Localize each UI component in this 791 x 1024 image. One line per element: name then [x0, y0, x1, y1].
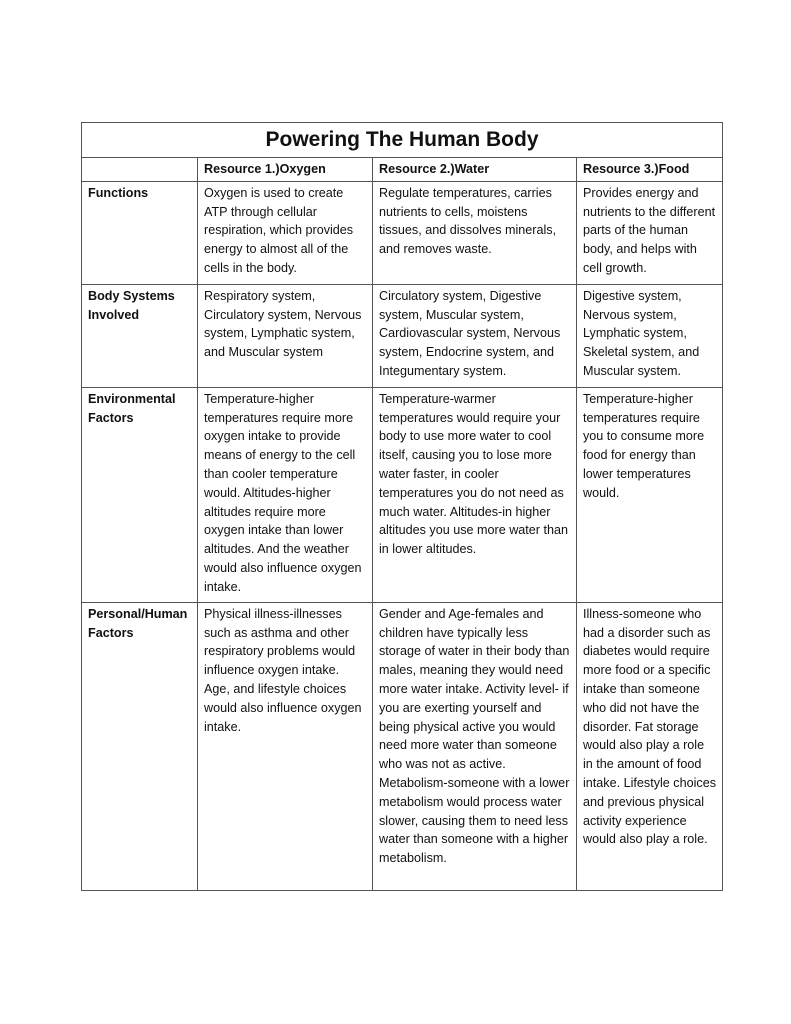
cell-water: Temperature-warmer temperatures would require your body to use more water to cool itself, causing you to lose more water faster, in cooler temperatures you do not need as much water. Altitudes-in higher altitudes you use more water than in lower altitudes. [373, 387, 577, 602]
cell-food: Provides energy and nutrients to the different parts of the human body, and helps with cell growth. [577, 181, 723, 284]
cell-oxygen: Temperature-higher temperatures require more oxygen intake to provide means of energy to the cell than cooler temperature would. Altitudes-higher altitudes require more oxygen intake than lower altitudes. And the weather would also influence oxygen intake. [198, 387, 373, 602]
row-label: Functions [82, 181, 198, 284]
row-label: Personal/Human Factors [82, 602, 198, 890]
table-row-functions [82, 181, 723, 284]
row-label: Environmental Factors [82, 387, 198, 602]
cell-oxygen: Physical illness-illnesses such as asthma and other respiratory problems would influence oxygen intake. Age, and lifestyle choices would also influence oxygen intake. [198, 602, 373, 890]
header-empty [82, 158, 198, 182]
header-water: Resource 2.)Water [373, 158, 577, 182]
table-row-environmental [82, 387, 723, 602]
cell-food: Temperature-higher temperatures require you to consume more food for energy than lower temperatures would. [577, 387, 723, 602]
header-oxygen: Resource 1.)Oxygen [198, 158, 373, 182]
cell-oxygen: Oxygen is used to create ATP through cellular respiration, which provides energy to almost all of the cells in the body. [198, 181, 373, 284]
header-row [82, 158, 723, 182]
cell-water: Regulate temperatures, carries nutrients to cells, moistens tissues, and dissolves minerals, and removes waste. [373, 181, 577, 284]
header-food: Resource 3.)Food [577, 158, 723, 182]
resource-table [81, 122, 723, 891]
cell-water: Gender and Age-females and children have typically less storage of water in their body than males, meaning they would need more water intake. Activity level- if you are exerting yourself and being physical active you would need more water than someone who was not as active. Metabolism-someone with a lower metabolism would process water slower, causing them to need less water than someone with a higher metabolism. [373, 602, 577, 890]
table-row-personal [82, 602, 723, 890]
table-row-body-systems [82, 284, 723, 387]
table-title: Powering The Human Body [82, 123, 723, 158]
row-label: Body Systems Involved [82, 284, 198, 387]
cell-oxygen: Respiratory system, Circulatory system, Nervous system, Lymphatic system, and Muscular system [198, 284, 373, 387]
cell-water: Circulatory system, Digestive system, Muscular system, Cardiovascular system, Nervous system, Endocrine system, and Integumentary system. [373, 284, 577, 387]
cell-food: Digestive system, Nervous system, Lymphatic system, Skeletal system, and Muscular system. [577, 284, 723, 387]
cell-food: Illness-someone who had a disorder such as diabetes would require more food or a specific intake than someone who did not have the disorder. Fat storage would also play a role in the amount of food intake. Lifestyle choices and previous physical activity experience would also play a role. [577, 602, 723, 890]
title-row [82, 123, 723, 158]
